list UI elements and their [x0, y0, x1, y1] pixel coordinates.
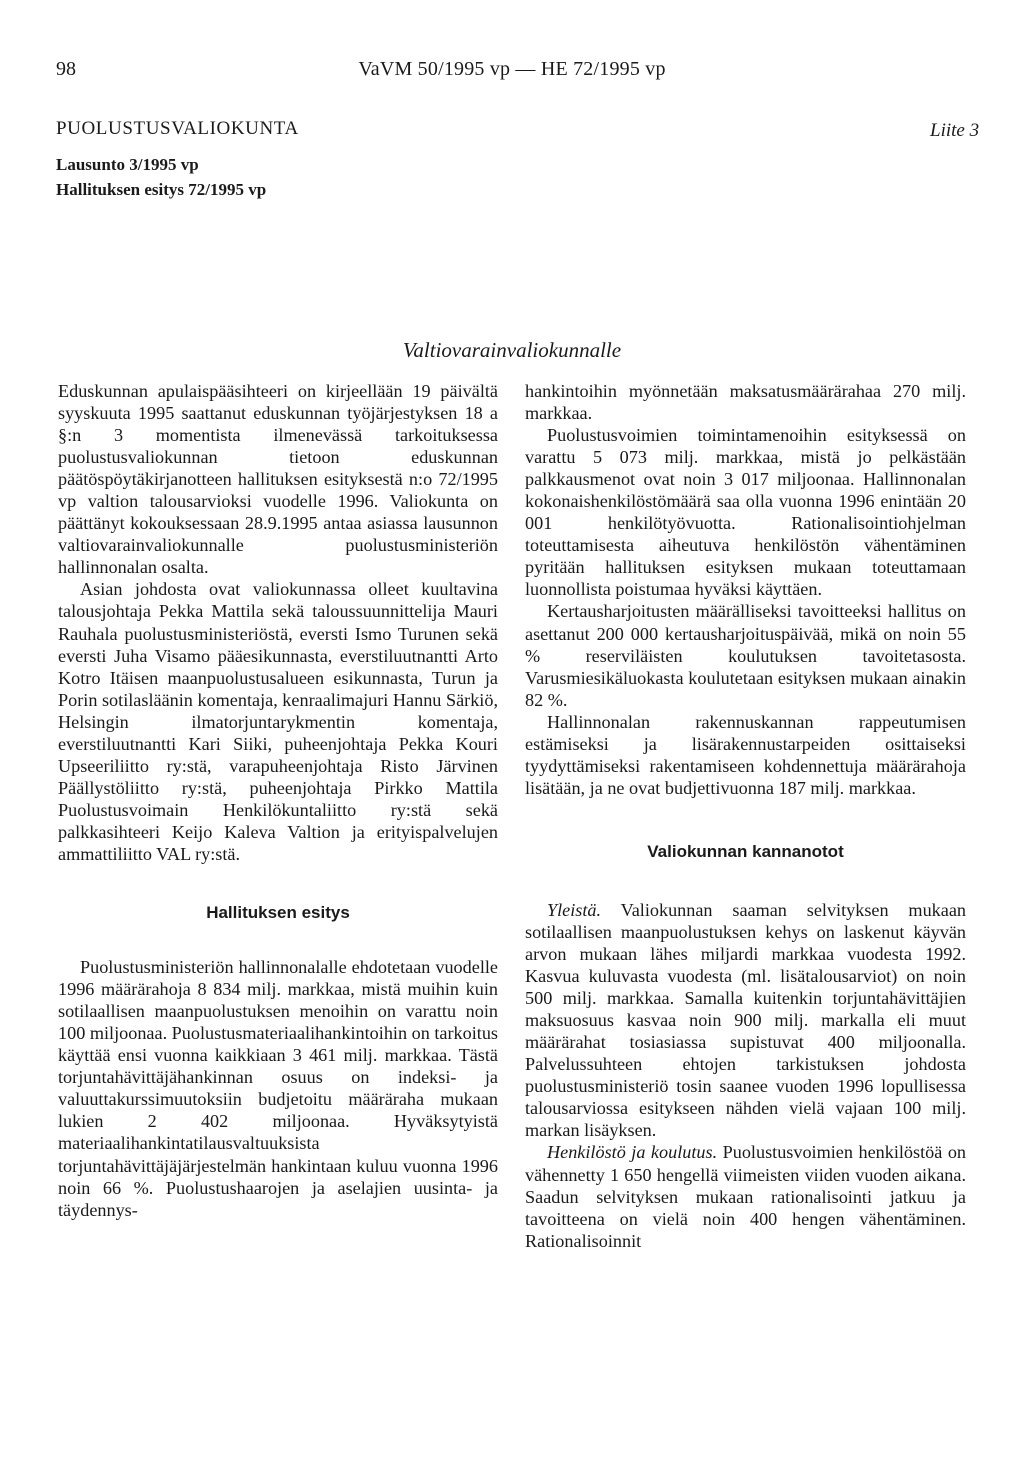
running-header [0, 58, 1024, 88]
running-title: VaVM 50/1995 vp — HE 72/1995 vp [358, 58, 666, 80]
addressee-heading: Valtiovarainvaliokunnalle [402, 338, 622, 362]
personnel-lead: Henkilöstö ja koulutus. [547, 1142, 718, 1163]
continuation-paragraph: hankintoihin myönnetään maksatusmäärärahaa 270 milj. markkaa. [525, 381, 966, 424]
section-heading-government-proposal: Hallituksen esitys [206, 903, 350, 923]
general-text: Valiokunnan saaman selvityksen mukaan sotilaallisen maanpuolustuksen kehys on laskenut käyvän arvon mukaan lähes miljardi markkaa vuodesta 1992. Kasvua kuluvasta vuodesta (ml. lisätalousarviot) on noin 500 milj. markkaa. Samalla kuitenkin torjuntahävittäjien maksuosuus kasvaa noin 900 milj. markalla eli muut määrärahat tosiasiassa supistuvat 400 miljoonalla. Palvelussuhteen ehtojen tarkistuksen johdosta puolustusministeriö tosin saanee vuoden 1996 lopullisessa talousarviossa esitykseen nähden vielä vajaan 100 milj. markan lisäyksen. [525, 899, 966, 1141]
statement-reference: Lausunto 3/1995 vp [56, 155, 199, 174]
general-lead: Yleistä. [547, 899, 602, 920]
hearing-paragraph: Asian johdosta ovat valiokunnassa olleet kuultavina talousjohtaja Pekka Mattila sekä taloussuunnittelija Mauri Rauhala puolustusministeriöstä, eversti Ismo Turunen sekä eversti Juha Visamo pääesikunnasta, everstiluutnantti Arto Kotro Itäisen maanpuolustusalueen esikunnasta, Turun ja Porin sotilasläänin komentaja, kenraalimajuri Hannu Särkiö, Helsingin ilmatorjuntarykmentin komentaja, everstiluutnantti Kari Siiki, puheenjohtaja Pekka Kouri Upseeriliitto ry:stä, varapuheenjohtaja Risto Järvinen Päällystöliitto ry:stä, puheenjohtaja Pirkko Mattila Puolustusvoimain Henkilökuntaliitto ry:stä sekä palkkasihteeri Keijo Kaleva Valtion ja erityispalvelujen ammattiliitto VAL ry:stä. [58, 579, 498, 864]
refresher-training-paragraph: Kertausharjoitusten määrälliseksi tavoitteeksi hallitus on asettanut 200 000 kertausharjoituspäivää, mikä on noin 55 % reserviläisten koulutuksen tavoitetasosta. Varusmiesikäluokasta koulutetaan esityksen mukaan ainakin 82 %. [525, 601, 966, 710]
personnel-paragraph [525, 1141, 966, 1251]
general-paragraph [525, 899, 966, 1142]
right-column [525, 380, 966, 1252]
government-proposal-paragraph: Puolustusministeriön hallinnonalalle ehdotetaan vuodelle 1996 määrärahoja 8 834 milj. markkaa, mistä muihin kuin sotilaallisen maanpuolustuksen menoihin on varattu noin 100 miljoonaa. Puolustusmateriaalihankintoihin on tarkoitus käyttää ensi vuonna kaikkiaan 3 461 milj. markkaa. Tästä torjuntahävittäjähankinnan osuus on indeksi- ja valuuttakurssimuutoksiin budjetoitu määräraha mukaan lukien 2 402 miljoonaa. Hyväksytyistä materiaalihankintatilausvaltuuksista torjuntahävittäjäjärjestelmän hankintaan kuluu vuonna 1996 noin 66 %. Puolustushaarojen ja aselajien uusinta- ja täydennys- [58, 957, 498, 1220]
committee-name: PUOLUSTUSVALIOKUNTA [56, 118, 299, 139]
operating-costs-paragraph: Puolustusvoimien toimintamenoihin esityksessä on varattu 5 073 milj. markkaa, mistä jo pelkästään palkkausmenot ovat noin 3 017 miljoonaa. Hallinnonalan kokonaishenkilöstömäärä saa olla vuonna 1996 enintään 20 001 henkilötyövuotta. Rationalisointiohjelman toteuttamisesta aiheutuva henkilöstön vähentäminen pyritään hallituksen esityksen mukaan toteuttamaan luonnollista poistumaa hyväksi käyttäen. [525, 425, 966, 600]
left-column [58, 380, 498, 1221]
construction-paragraph: Hallinnonalan rakennuskannan rappeutumisen estämiseksi ja lisärakennustarpeiden osittaiseksi tyydyttämiseksi rakentamiseen kohdennettuja määrärahoja lisätään, ja ne ovat budjettivuonna 187 milj. markkaa. [525, 711, 966, 798]
page-number: 98 [56, 58, 76, 80]
government-proposal-reference: Hallituksen esitys 72/1995 vp [56, 180, 267, 199]
section-heading-committee-positions: Valiokunnan kannanotot [647, 841, 844, 861]
personnel-text: Puolustusvoimien henkilöstöä on vähennetty 1 650 hengellä viimeisten viiden vuoden aikana. Saadun selvityksen mukaan rationalisointi jatkuu ja tavoitteena on vielä noin 400 hengen vähentäminen. Rationalisoinnit [525, 1142, 967, 1251]
intro-paragraph: Eduskunnan apulaispääsihteeri on kirjeellään 19 päivältä syyskuuta 1995 saattanut eduskunnan työjärjestyksen 18 a §:n 3 momentista ilmenevässä tarkoituksessa puolustusvaliokunnan tietoon eduskunnan päätöspöytäkirjanotteen hallituksen esityksestä n:o 72/1995 vp valtion talousarvioksi vuodelle 1996. Valiokunta on päättänyt kokouksessaan 28.9.1995 antaa asiassa lausunnon valtiovarainvaliokunnalle puolustusministeriön hallinnonalan osalta. [58, 381, 498, 578]
appendix-label: Liite 3 [930, 120, 980, 141]
